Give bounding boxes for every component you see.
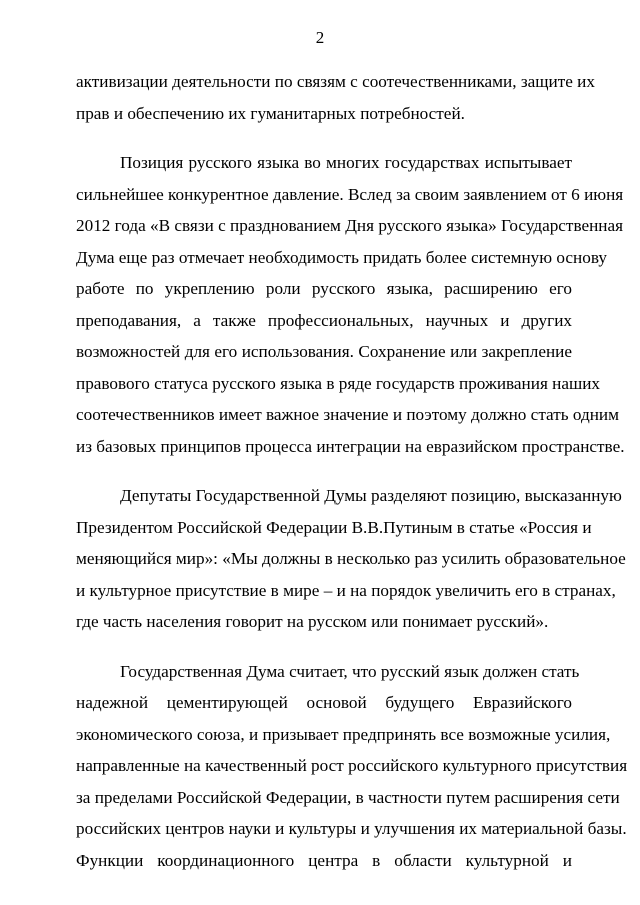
paragraph — [76, 66, 595, 129]
text-line: меняющийся мир»: «Мы должны в несколько раз усилить образовательное — [76, 549, 626, 568]
paragraph — [76, 656, 628, 877]
text-line: Депутаты Государственной Думы разделяют позицию, высказанную — [120, 486, 622, 505]
text-line: сильнейшее конкурентное давление. Вслед за своим заявлением от 6 июня — [76, 184, 624, 204]
text-line: за пределами Российской Федерации, в частности путем расширения сети — [76, 787, 620, 807]
text-line: 2012 года «В связи с празднованием Дня русского языка» Государственная — [76, 216, 624, 235]
text-line: соотечественников имеет важное значение и поэтому должно стать одним — [76, 405, 619, 424]
text-line: Президентом Российской Федерации В.В.Путиным в статье «Россия и — [76, 517, 592, 537]
text-line: Функции координационного центра в области культурной и — [76, 850, 572, 870]
text-line: Государственная Дума считает, что русский язык должен стать — [120, 661, 580, 681]
text-line: где часть населения говорит на русском или понимает русский». — [76, 612, 549, 631]
text-line: экономического союза, и призывает предпринять все возможные усилия, — [76, 724, 611, 744]
text-line: из базовых принципов процесса интеграции на евразийском пространстве. — [76, 436, 625, 456]
text-line: и культурное присутствие в мире – и на порядок увеличить его в странах, — [76, 580, 616, 600]
text-line: активизации деятельности по связям с соотечественниками, защите их — [76, 72, 595, 91]
document-body — [76, 66, 628, 894]
paragraph — [76, 147, 625, 462]
text-line: надежной цементирующей основой будущего Евразийского — [76, 693, 572, 712]
text-line: возможностей для его использования. Сохранение или закрепление — [76, 342, 572, 361]
text-line: работе по укреплению роли русского языка, расширению его — [76, 279, 572, 298]
text-line: преподавания, а также профессиональных, научных и других — [76, 310, 572, 330]
text-line: Дума еще раз отмечает необходимость придать более системную основу — [76, 247, 607, 267]
text-line: прав и обеспечению их гуманитарных потребностей. — [76, 103, 465, 123]
text-line: российских центров науки и культуры и улучшения их материальной базы. — [76, 819, 627, 838]
paragraph — [76, 480, 626, 638]
text-line: направленные на качественный рост российского культурного присутствия — [76, 756, 628, 775]
text-line: Позиция русского языка во многих государствах испытывает — [120, 153, 572, 172]
text-line: правового статуса русского языка в ряде государств проживания наших — [76, 373, 601, 393]
page-number: 2 — [315, 28, 325, 47]
